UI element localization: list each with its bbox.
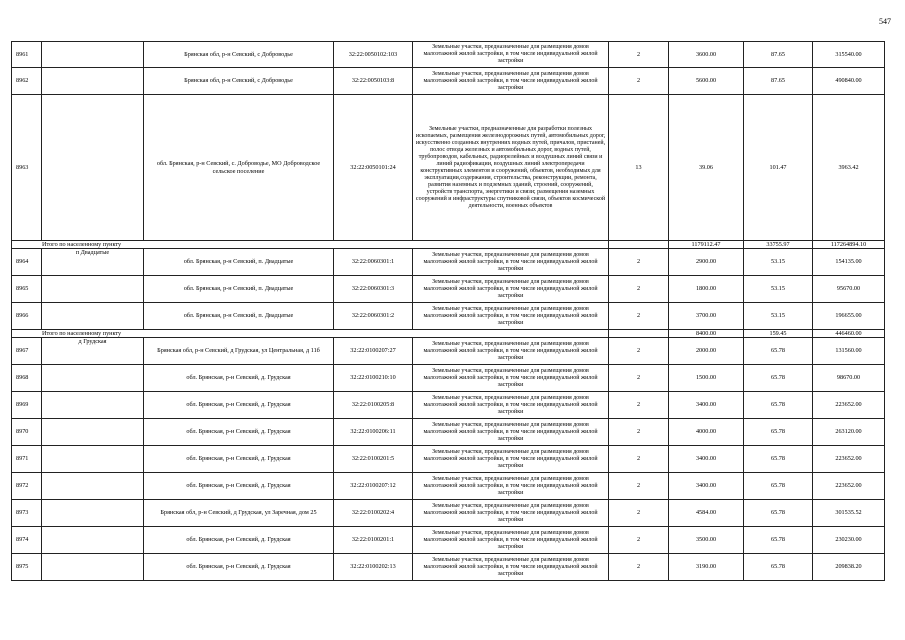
plot-address: обл. Брянская, р-н Севский, п. Двадцатые: [144, 303, 334, 330]
cadastral-number: 32:22:0100210:10: [334, 365, 413, 392]
use-group: 13: [609, 95, 669, 241]
table-row: [12, 392, 885, 419]
plot-area: 3700.00: [669, 303, 744, 330]
row-number: 8975: [12, 554, 42, 581]
subtotal-value: 446460.00: [813, 330, 885, 338]
permitted-use: Земельные участки, предназначенные для размещения домов малоэтажной жилой застройки, в том числе индивидуальной жилой застройки: [413, 303, 609, 330]
plot-address: Брянская обл, р-н Севский, д Грудская, ул Заречная, дом 25: [144, 500, 334, 527]
permitted-use: Земельные участки, предназначенные для размещения домов малоэтажной жилой застройки, в том числе индивидуальной жилой застройки: [413, 338, 609, 365]
settlement-name: [42, 419, 144, 446]
plot-area: 4000.00: [669, 419, 744, 446]
cadastral-value: 98670.00: [813, 365, 885, 392]
specific-cadastral-value: 53.15: [744, 303, 813, 330]
plot-address: обл. Брянская, р-н Севский, д. Грудская: [144, 554, 334, 581]
cadastral-number: 32:22:0100205:8: [334, 392, 413, 419]
cadastral-number: 32:22:0060301:2: [334, 303, 413, 330]
specific-cadastral-value: 65.78: [744, 338, 813, 365]
page-number: 547: [879, 17, 891, 26]
plot-address: обл. Брянская, р-н Севский, д. Грудская: [144, 473, 334, 500]
cadastral-number: 32:22:0050103:8: [334, 68, 413, 95]
row-number: 8969: [12, 392, 42, 419]
settlement-name: [42, 446, 144, 473]
subtotal-category: [609, 330, 669, 338]
specific-cadastral-value: 101.47: [744, 95, 813, 241]
cadastral-number: 32:22:0100201:1: [334, 527, 413, 554]
row-number: 8965: [12, 276, 42, 303]
settlement-name: [42, 473, 144, 500]
plot-address: обл. Брянская, р-н Севский, п. Двадцатые: [144, 276, 334, 303]
settlement-name: [42, 392, 144, 419]
permitted-use: Земельные участки, предназначенные для размещения домов малоэтажной жилой застройки, в том числе индивидуальной жилой застройки: [413, 419, 609, 446]
plot-area: 3400.00: [669, 392, 744, 419]
plot-area: 3400.00: [669, 473, 744, 500]
use-group: 2: [609, 249, 669, 276]
settlement-name: [42, 276, 144, 303]
land-plots-table: [11, 41, 885, 581]
use-group: 2: [609, 338, 669, 365]
row-number: 8963: [12, 95, 42, 241]
specific-cadastral-value: 87.65: [744, 68, 813, 95]
use-group: 2: [609, 365, 669, 392]
use-group: 2: [609, 392, 669, 419]
cadastral-value: 490840.00: [813, 68, 885, 95]
cadastral-number: 32:22:0100207:27: [334, 338, 413, 365]
use-group: 2: [609, 446, 669, 473]
subtotal-area: 8400.00: [669, 330, 744, 338]
row-number: 8962: [12, 68, 42, 95]
use-group: 2: [609, 473, 669, 500]
specific-cadastral-value: 65.78: [744, 554, 813, 581]
cadastral-number: 32:22:0100207:12: [334, 473, 413, 500]
subtotal-rate: 159.45: [744, 330, 813, 338]
row-number: 8961: [12, 42, 42, 68]
settlement-name: [42, 500, 144, 527]
table-body: [12, 42, 885, 581]
table-row: [12, 303, 885, 330]
subtotal-row: [12, 241, 885, 249]
table-row: [12, 276, 885, 303]
table-row: [12, 338, 885, 365]
table-row: [12, 249, 885, 276]
cadastral-number: 32:22:0060301:1: [334, 249, 413, 276]
plot-address: обл. Брянская, р-н Севский, д. Грудская: [144, 365, 334, 392]
plot-area: 3190.00: [669, 554, 744, 581]
plot-address: обл. Брянская, р-н Севский, д. Грудская: [144, 419, 334, 446]
specific-cadastral-value: 65.78: [744, 527, 813, 554]
permitted-use: Земельные участки, предназначенные для размещения домов малоэтажной жилой застройки, в том числе индивидуальной жилой застройки: [413, 68, 609, 95]
permitted-use: Земельные участки, предназначенные для размещения домов малоэтажной жилой застройки, в том числе индивидуальной жилой застройки: [413, 473, 609, 500]
plot-address: Брянская обл, р-н Севский, с Доброводье: [144, 42, 334, 68]
table-row: [12, 500, 885, 527]
plot-area: 3600.00: [669, 42, 744, 68]
cadastral-number: 32:22:0050102:103: [334, 42, 413, 68]
use-group: 2: [609, 42, 669, 68]
table-row: [12, 68, 885, 95]
cadastral-value: 3963.42: [813, 95, 885, 241]
settlement-name: [42, 365, 144, 392]
table-row: [12, 95, 885, 241]
settlement-name: [42, 527, 144, 554]
table-row: [12, 473, 885, 500]
cadastral-value: 95670.00: [813, 276, 885, 303]
table-row: [12, 365, 885, 392]
row-number: 8971: [12, 446, 42, 473]
settlement-name: [42, 303, 144, 330]
subtotal-row: [12, 330, 885, 338]
cadastral-value: 301535.52: [813, 500, 885, 527]
plot-address: Брянская обл, р-н Севский, с Доброводье: [144, 68, 334, 95]
settlement-name: п Двадцатые: [42, 249, 144, 276]
use-group: 2: [609, 68, 669, 95]
settlement-name: [42, 95, 144, 241]
table-row: [12, 42, 885, 68]
cadastral-value: 223652.00: [813, 473, 885, 500]
table-row: [12, 527, 885, 554]
row-number: 8972: [12, 473, 42, 500]
subtotal-value: 117264894.10: [813, 241, 885, 249]
specific-cadastral-value: 65.78: [744, 473, 813, 500]
row-number: 8973: [12, 500, 42, 527]
subtotal-category: [609, 241, 669, 249]
permitted-use: Земельные участки, предназначенные для размещения домов малоэтажной жилой застройки, в том числе индивидуальной жилой застройки: [413, 446, 609, 473]
subtotal-area: 1179112.47: [669, 241, 744, 249]
table-row: [12, 554, 885, 581]
row-number: 8974: [12, 527, 42, 554]
plot-address: обл. Брянская, р-н Севский, д. Грудская: [144, 446, 334, 473]
settlement-name: [42, 42, 144, 68]
permitted-use: Земельные участки, предназначенные для размещения домов малоэтажной жилой застройки, в том числе индивидуальной жилой застройки: [413, 276, 609, 303]
specific-cadastral-value: 65.78: [744, 446, 813, 473]
plot-area: 39.06: [669, 95, 744, 241]
specific-cadastral-value: 87.65: [744, 42, 813, 68]
cadastral-value: 131560.00: [813, 338, 885, 365]
cadastral-number: 32:22:0100202:13: [334, 554, 413, 581]
use-group: 2: [609, 527, 669, 554]
specific-cadastral-value: 53.15: [744, 249, 813, 276]
cadastral-value: 209838.20: [813, 554, 885, 581]
permitted-use: Земельные участки, предназначенные для размещения домов малоэтажной жилой застройки, в том числе индивидуальной жилой застройки: [413, 249, 609, 276]
cadastral-number: 32:22:0060301:3: [334, 276, 413, 303]
plot-area: 2900.00: [669, 249, 744, 276]
cadastral-number: 32:22:0100202:4: [334, 500, 413, 527]
plot-area: 3400.00: [669, 446, 744, 473]
cadastral-number: 32:22:0050101:24: [334, 95, 413, 241]
permitted-use: Земельные участки, предназначенные для разработки полезных ископаемых, размещения железнодорожных путей, автомобильных дорог, искусственно созданных внутренних водных путей, причалов, пристаней, полос отвода железных и автомобильных дорог, водных путей, трубопроводов, кабельных, радиорелейных и воздушных линий связи и линий радиофикации, воздушных линий электропередачи конструктивных элементов и сооружений, объектов, необходимых для эксплуатации,содержания, строительства, реконструкции, ремонта, развития наземных и подземных зданий, строений, сооружений, устройств транспорта, энергетики и связи; размещения наземных сооружений и инфраструктуры спутниковой связи, объектов космической деятельности, военных объектов: [413, 95, 609, 241]
plot-area: 4584.00: [669, 500, 744, 527]
subtotal-label: Итого по населенному пункту: [12, 241, 609, 249]
row-number: 8964: [12, 249, 42, 276]
permitted-use: Земельные участки, предназначенные для размещения домов малоэтажной жилой застройки, в том числе индивидуальной жилой застройки: [413, 42, 609, 68]
cadastral-value: 154135.00: [813, 249, 885, 276]
use-group: 2: [609, 554, 669, 581]
plot-address: обл. Брянская, р-н Севский, с. Доброводье, МО Доброводское сельское поселение: [144, 95, 334, 241]
row-number: 8967: [12, 338, 42, 365]
settlement-name: [42, 68, 144, 95]
row-number: 8966: [12, 303, 42, 330]
specific-cadastral-value: 65.78: [744, 419, 813, 446]
use-group: 2: [609, 500, 669, 527]
plot-area: 2000.00: [669, 338, 744, 365]
cadastral-number: 32:22:0100206:11: [334, 419, 413, 446]
use-group: 2: [609, 276, 669, 303]
cadastral-value: 196655.00: [813, 303, 885, 330]
use-group: 2: [609, 419, 669, 446]
permitted-use: Земельные участки, предназначенные для размещения домов малоэтажной жилой застройки, в том числе индивидуальной жилой застройки: [413, 527, 609, 554]
cadastral-value: 223652.00: [813, 446, 885, 473]
subtotal-label: Итого по населенному пункту: [12, 330, 609, 338]
plot-area: 1800.00: [669, 276, 744, 303]
table-row: [12, 419, 885, 446]
plot-area: 5600.00: [669, 68, 744, 95]
cadastral-value: 263120.00: [813, 419, 885, 446]
subtotal-rate: 33755.97: [744, 241, 813, 249]
plot-address: обл. Брянская, р-н Севский, д. Грудская: [144, 527, 334, 554]
permitted-use: Земельные участки, предназначенные для размещения домов малоэтажной жилой застройки, в том числе индивидуальной жилой застройки: [413, 554, 609, 581]
cadastral-value: 230230.00: [813, 527, 885, 554]
specific-cadastral-value: 65.78: [744, 365, 813, 392]
plot-area: 3500.00: [669, 527, 744, 554]
cadastral-value: 315540.00: [813, 42, 885, 68]
cadastral-value: 223652.00: [813, 392, 885, 419]
plot-address: обл. Брянская, р-н Севский, п. Двадцатые: [144, 249, 334, 276]
permitted-use: Земельные участки, предназначенные для размещения домов малоэтажной жилой застройки, в том числе индивидуальной жилой застройки: [413, 500, 609, 527]
permitted-use: Земельные участки, предназначенные для размещения домов малоэтажной жилой застройки, в том числе индивидуальной жилой застройки: [413, 392, 609, 419]
specific-cadastral-value: 65.78: [744, 500, 813, 527]
row-number: 8970: [12, 419, 42, 446]
plot-address: обл. Брянская, р-н Севский, д. Грудская: [144, 392, 334, 419]
specific-cadastral-value: 65.78: [744, 392, 813, 419]
cadastral-number: 32:22:0100201:5: [334, 446, 413, 473]
use-group: 2: [609, 303, 669, 330]
specific-cadastral-value: 53.15: [744, 276, 813, 303]
permitted-use: Земельные участки, предназначенные для размещения домов малоэтажной жилой застройки, в том числе индивидуальной жилой застройки: [413, 365, 609, 392]
table-row: [12, 446, 885, 473]
row-number: 8968: [12, 365, 42, 392]
settlement-name: д Грудская: [42, 338, 144, 365]
plot-address: Брянская обл, р-н Севский, д Грудская, ул Центральная, д 11б: [144, 338, 334, 365]
plot-area: 1500.00: [669, 365, 744, 392]
settlement-name: [42, 554, 144, 581]
